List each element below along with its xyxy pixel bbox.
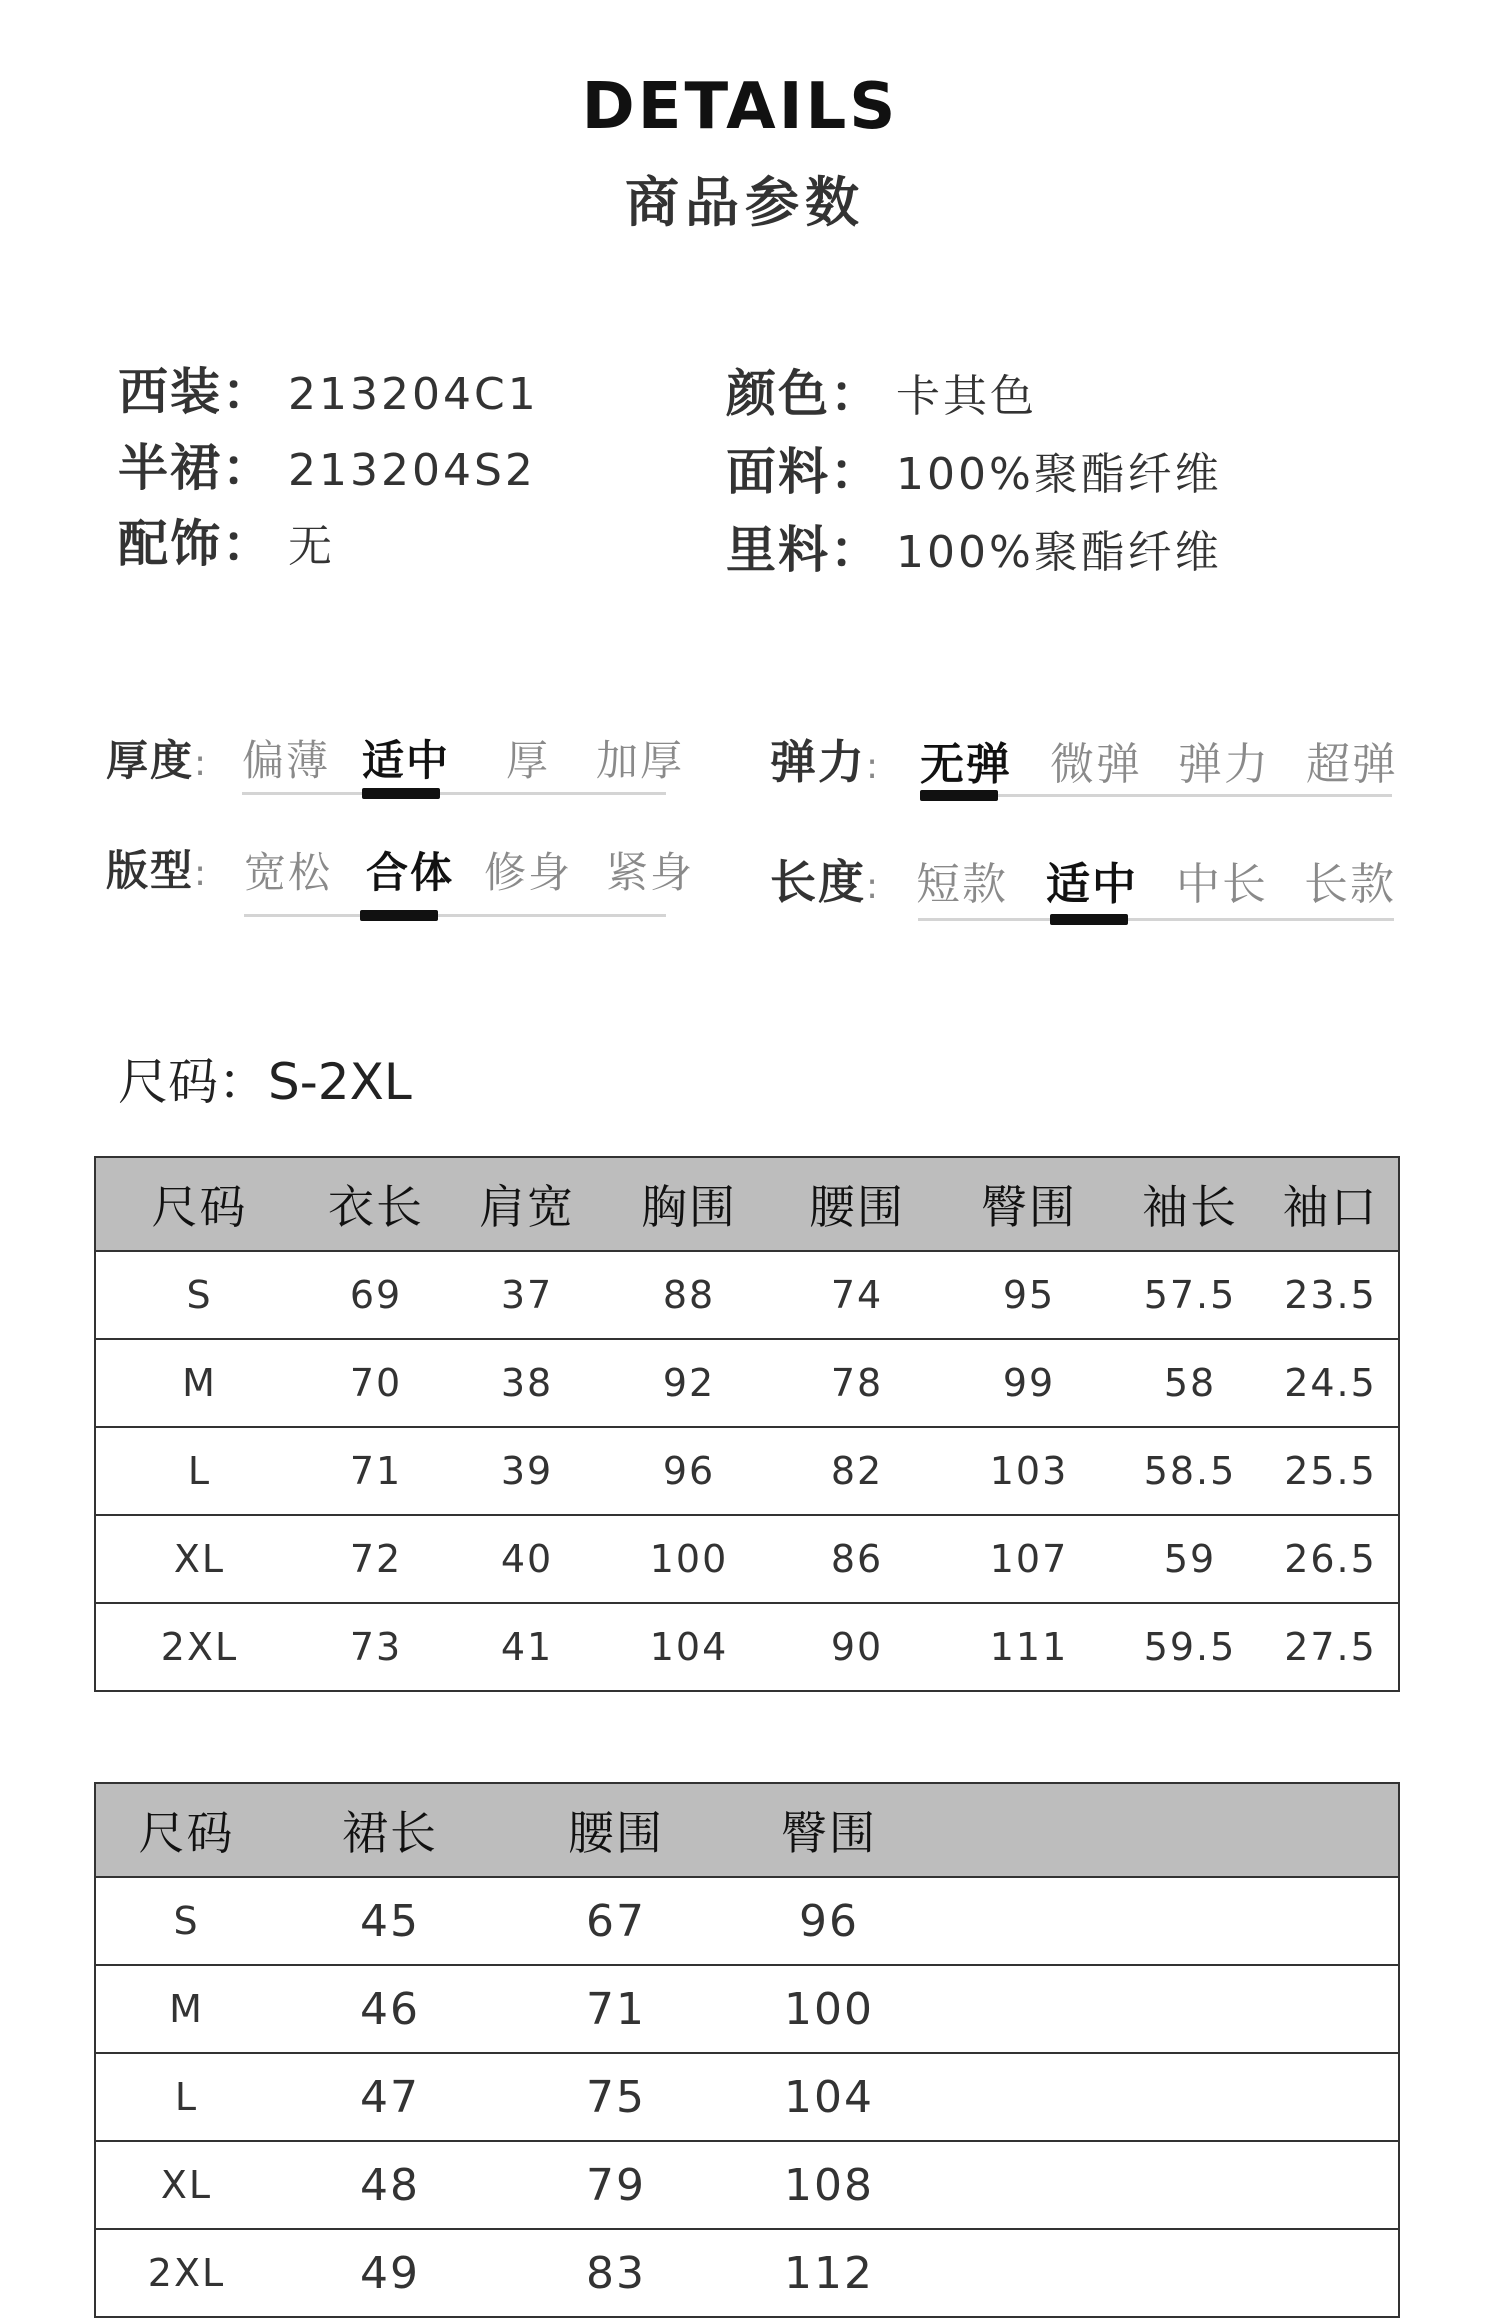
- size-range: [118, 1042, 412, 1114]
- table-cell: 107: [941, 1515, 1117, 1603]
- table-cell: 88: [605, 1251, 773, 1339]
- table-cell: 104: [729, 2053, 929, 2141]
- table-cell: [929, 1965, 1399, 2053]
- table-cell: 72: [303, 1515, 449, 1603]
- table-cell: 45: [277, 1877, 503, 1965]
- table-cell: 99: [941, 1339, 1117, 1427]
- info-lining-key: 里料：: [726, 521, 882, 579]
- elasticity-option-selected[interactable]: 无弹: [920, 739, 1012, 790]
- info-fabric-value: 100%聚酯纤维: [896, 449, 1222, 500]
- elasticity-selector: [0, 728, 1500, 788]
- thickness-option[interactable]: 加厚: [596, 736, 685, 785]
- table-cell: [929, 2141, 1399, 2229]
- table-cell: 2XL: [95, 2229, 277, 2317]
- info-suit-value: 213204C1: [288, 369, 539, 420]
- elasticity-indicator: [920, 790, 998, 801]
- table-cell: L: [95, 1427, 303, 1515]
- fit-option[interactable]: 修身: [484, 848, 573, 897]
- info-lining: [726, 510, 1222, 582]
- table-cell: 79: [503, 2141, 729, 2229]
- table-header-cell: 衣长: [303, 1157, 449, 1251]
- table-cell: 49: [277, 2229, 503, 2317]
- table-cell: L: [95, 2053, 277, 2141]
- table-cell: 95: [941, 1251, 1117, 1339]
- info-skirt-key: 半裙：: [118, 439, 274, 497]
- fit-option[interactable]: 紧身: [606, 848, 695, 897]
- table-cell: 90: [773, 1603, 941, 1691]
- table-row: [95, 2053, 1399, 2141]
- table-row: [95, 1515, 1399, 1603]
- table-header-cell: 腰围: [503, 1783, 729, 1877]
- size-range-label: 尺码：: [118, 1053, 268, 1111]
- table-header-row: [95, 1157, 1399, 1251]
- info-accessory: [118, 504, 335, 576]
- table-cell: 38: [449, 1339, 605, 1427]
- table-header-cell: 胸围: [605, 1157, 773, 1251]
- table-cell: S: [95, 1251, 303, 1339]
- table-cell: 83: [503, 2229, 729, 2317]
- table-cell: 71: [303, 1427, 449, 1515]
- info-skirt: [118, 428, 536, 500]
- length-label: 长度:: [770, 855, 881, 909]
- table-header-cell: 臀围: [941, 1157, 1117, 1251]
- table-cell: 69: [303, 1251, 449, 1339]
- table-row: [95, 2229, 1399, 2317]
- table-cell: M: [95, 1339, 303, 1427]
- thickness-label: 厚度:: [106, 736, 209, 785]
- table-cell: 2XL: [95, 1603, 303, 1691]
- table-cell: 103: [941, 1427, 1117, 1515]
- fit-label: 版型:: [106, 846, 209, 895]
- table-row: [95, 1251, 1399, 1339]
- table-cell: 25.5: [1263, 1427, 1399, 1515]
- table-cell: 59.5: [1117, 1603, 1263, 1691]
- info-skirt-value: 213204S2: [288, 445, 536, 496]
- thickness-track: [242, 792, 666, 795]
- table-cell: 70: [303, 1339, 449, 1427]
- table-cell: 47: [277, 2053, 503, 2141]
- thickness-option-selected[interactable]: 适中: [362, 736, 451, 785]
- fit-track: [244, 914, 666, 917]
- table-cell: 41: [449, 1603, 605, 1691]
- table-cell: 67: [503, 1877, 729, 1965]
- table-cell: 86: [773, 1515, 941, 1603]
- table-cell: 48: [277, 2141, 503, 2229]
- thickness-option[interactable]: 偏薄: [242, 736, 331, 785]
- info-accessory-key: 配饰：: [118, 515, 274, 573]
- info-suit-key: 西装：: [118, 363, 274, 421]
- table-cell: [929, 2229, 1399, 2317]
- table-cell: 92: [605, 1339, 773, 1427]
- table-header-cell: 裙长: [277, 1783, 503, 1877]
- thickness-indicator: [362, 788, 440, 799]
- table-cell: 37: [449, 1251, 605, 1339]
- length-option[interactable]: 短款: [916, 859, 1008, 910]
- elasticity-option[interactable]: 超弹: [1306, 739, 1398, 790]
- length-selector: [0, 848, 1500, 908]
- info-color: [726, 354, 1037, 426]
- table-cell: 40: [449, 1515, 605, 1603]
- table-cell: XL: [95, 2141, 277, 2229]
- table-row: [95, 1965, 1399, 2053]
- table-cell: 24.5: [1263, 1339, 1399, 1427]
- table-cell: 78: [773, 1339, 941, 1427]
- table-row: [95, 1427, 1399, 1515]
- table-cell: 71: [503, 1965, 729, 2053]
- table-cell: 57.5: [1117, 1251, 1263, 1339]
- fit-indicator: [360, 910, 438, 921]
- info-accessory-value: 无: [288, 521, 335, 572]
- table-header-cell: 腰围: [773, 1157, 941, 1251]
- table-cell: 96: [729, 1877, 929, 1965]
- info-fabric-key: 面料：: [726, 443, 882, 501]
- table-cell: 58.5: [1117, 1427, 1263, 1515]
- page-subtitle: 商品参数: [625, 171, 865, 234]
- table-cell: 100: [729, 1965, 929, 2053]
- info-suit: [118, 352, 539, 424]
- info-lining-value: 100%聚酯纤维: [896, 527, 1222, 578]
- table-cell: 96: [605, 1427, 773, 1515]
- thickness-option[interactable]: 厚: [506, 736, 551, 785]
- table-cell: 26.5: [1263, 1515, 1399, 1603]
- table-cell: 82: [773, 1427, 941, 1515]
- table-header-row: [95, 1783, 1399, 1877]
- table-header-cell: 尺码: [95, 1157, 303, 1251]
- table-cell: M: [95, 1965, 277, 2053]
- table-cell: 104: [605, 1603, 773, 1691]
- length-track: [918, 918, 1394, 921]
- fit-option[interactable]: 宽松: [244, 848, 333, 897]
- info-fabric: [726, 432, 1222, 504]
- table-cell: 108: [729, 2141, 929, 2229]
- table-cell: 27.5: [1263, 1603, 1399, 1691]
- table-row: [95, 1603, 1399, 1691]
- table-cell: 75: [503, 2053, 729, 2141]
- table-cell: 100: [605, 1515, 773, 1603]
- table-header-cell: 肩宽: [449, 1157, 605, 1251]
- table-row: [95, 2141, 1399, 2229]
- table-cell: 111: [941, 1603, 1117, 1691]
- table-cell: [929, 2053, 1399, 2141]
- page-title: DETAILS: [581, 70, 899, 144]
- table-cell: 58: [1117, 1339, 1263, 1427]
- size-range-value: S-2XL: [268, 1053, 412, 1111]
- length-option-selected[interactable]: 适中: [1046, 859, 1138, 910]
- elasticity-label: 弹力:: [770, 735, 881, 789]
- table-header-cell: 袖口: [1263, 1157, 1399, 1251]
- length-option[interactable]: 长款: [1304, 859, 1396, 910]
- length-option[interactable]: 中长: [1176, 859, 1268, 910]
- skirt-size-table: [94, 1782, 1400, 2318]
- table-cell: [929, 1877, 1399, 1965]
- table-header-cell: [929, 1783, 1399, 1877]
- table-cell: 23.5: [1263, 1251, 1399, 1339]
- table-cell: 46: [277, 1965, 503, 2053]
- table-header-cell: 臀围: [729, 1783, 929, 1877]
- table-cell: 39: [449, 1427, 605, 1515]
- table-header-cell: 尺码: [95, 1783, 277, 1877]
- jacket-size-table: [94, 1156, 1400, 1692]
- table-cell: 74: [773, 1251, 941, 1339]
- table-row: [95, 1877, 1399, 1965]
- table-cell: XL: [95, 1515, 303, 1603]
- info-color-value: 卡其色: [896, 371, 1037, 422]
- table-cell: S: [95, 1877, 277, 1965]
- info-color-key: 颜色：: [726, 365, 882, 423]
- elasticity-option[interactable]: 弹力: [1178, 739, 1270, 790]
- fit-option-selected[interactable]: 合体: [366, 848, 455, 897]
- table-cell: 73: [303, 1603, 449, 1691]
- table-row: [95, 1339, 1399, 1427]
- table-cell: 112: [729, 2229, 929, 2317]
- length-indicator: [1050, 914, 1128, 925]
- table-header-cell: 袖长: [1117, 1157, 1263, 1251]
- elasticity-option[interactable]: 微弹: [1050, 739, 1142, 790]
- table-cell: 59: [1117, 1515, 1263, 1603]
